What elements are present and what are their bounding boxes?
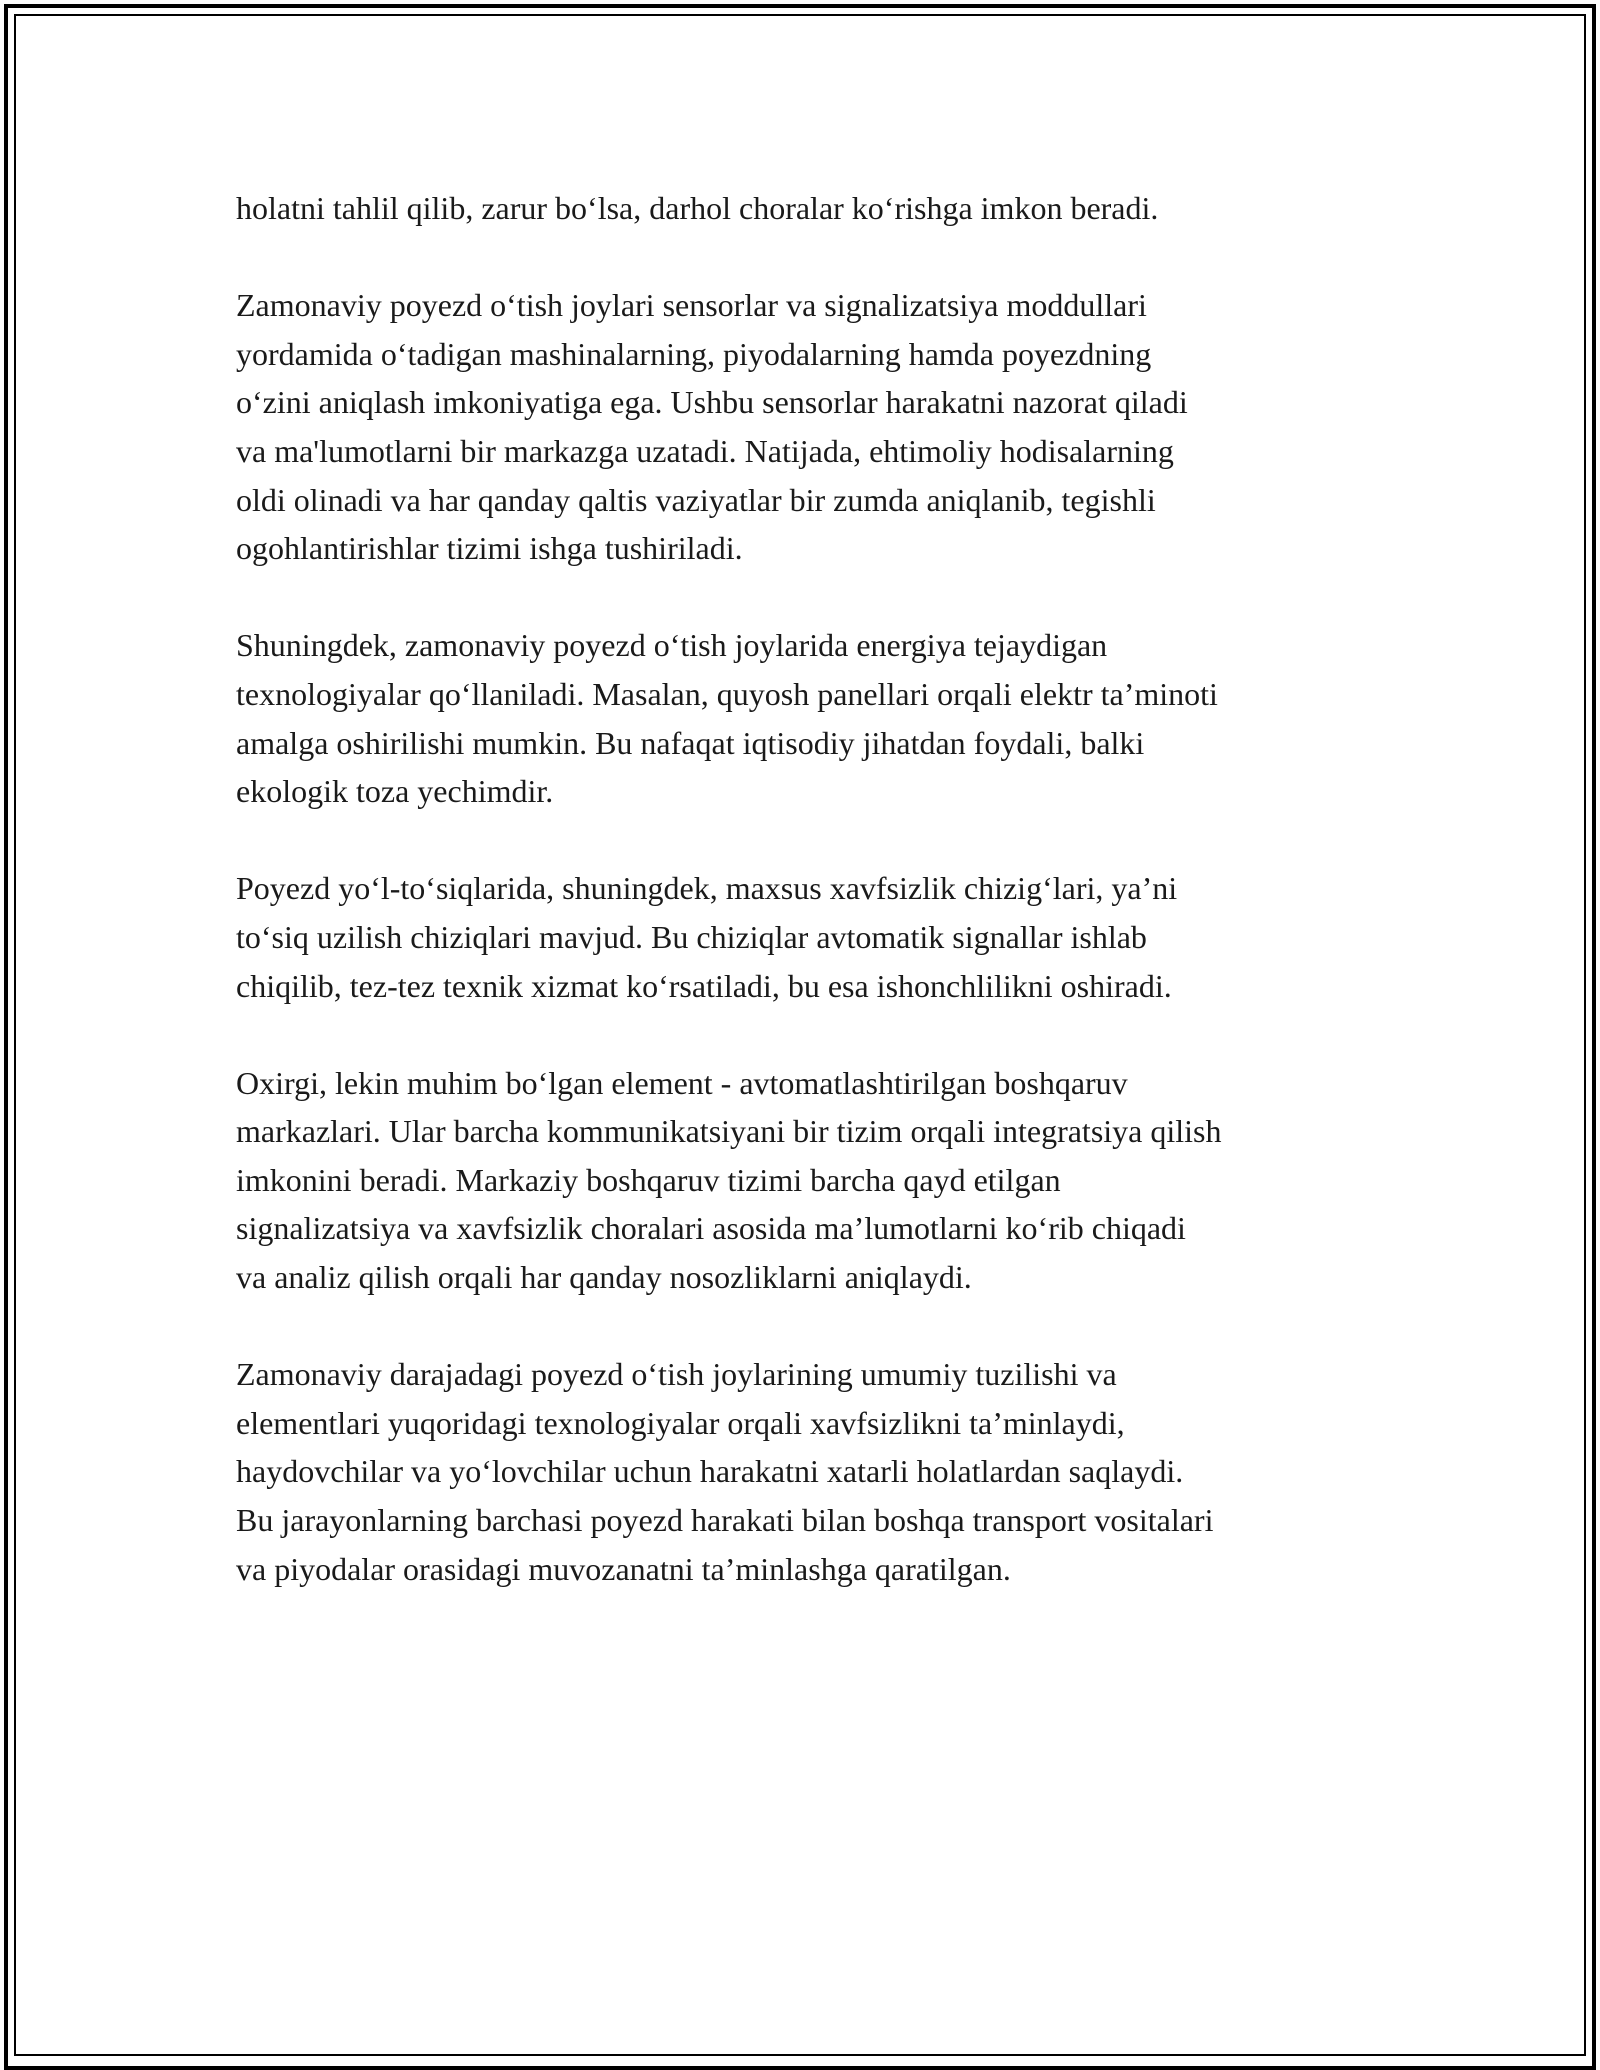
text-line: oldi olinadi va har qanday qaltis vaziyatlar bir zumda aniqlanib, tegishli bbox=[236, 481, 1156, 518]
text-line: Shuningdek, zamonaviy poyezd o‘tish joylarida energiya tejaydigan bbox=[236, 627, 1108, 664]
text-line: Bu jarayonlarning barchasi poyezd harakati bilan boshqa transport vositalari bbox=[236, 1502, 1214, 1539]
text-line: to‘siq uzilish chiziqlari mavjud. Bu chiziqlar avtomatik signallar ishlab bbox=[236, 918, 1147, 955]
text-line: markazlari. Ular barcha kommunikatsiyani bir tizim orqali integratsiya qilish bbox=[236, 1113, 1222, 1150]
text-line: Oxirgi, lekin muhim bo‘lgan element - avtomatlashtirilgan boshqaruv bbox=[236, 1064, 1128, 1101]
text-line: va piyodalar orasidagi muvozanatni ta’minlashga qaratilgan. bbox=[236, 1550, 1011, 1587]
text-line: Zamonaviy darajadagi poyezd o‘tish joylarining umumiy tuzilishi va bbox=[236, 1356, 1117, 1393]
text-line: Zamonaviy poyezd o‘tish joylari sensorlar va signalizatsiya moddullari bbox=[236, 287, 1147, 324]
text-line: elementlari yuqoridagi texnologiyalar orqali xavfsizlikni ta’minlaydi, bbox=[236, 1404, 1125, 1441]
text-line: Poyezd yo‘l-to‘siqlarida, shuningdek, maxsus xavfsizlik chizig‘lari, ya’ni bbox=[236, 870, 1178, 907]
text-line: signalizatsiya va xavfsizlik choralari asosida ma’lumotlarni ko‘rib chiqadi bbox=[236, 1210, 1186, 1247]
text-line: ogohlantirishlar tizimi ishga tushiriladi. bbox=[236, 530, 743, 567]
paragraph bbox=[236, 864, 1386, 1010]
paragraph bbox=[236, 184, 1386, 233]
document-body bbox=[236, 184, 1386, 1642]
text-line: chiqilib, tez-tez texnik xizmat ko‘rsatiladi, bu esa ishonchlilikni oshiradi. bbox=[236, 967, 1172, 1004]
text-line: o‘zini aniqlash imkoniyatiga ega. Ushbu sensorlar harakatni nazorat qiladi bbox=[236, 384, 1188, 421]
text-line: imkonini beradi. Markaziy boshqaruv tizimi barcha qayd etilgan bbox=[236, 1161, 1061, 1198]
text-line: holatni tahlil qilib, zarur bo‘lsa, darhol choralar ko‘rishga imkon beradi. bbox=[236, 190, 1159, 226]
paragraph bbox=[236, 621, 1386, 815]
text-line: texnologiyalar qo‘llaniladi. Masalan, quyosh panellari orqali elektr ta’minoti bbox=[236, 675, 1218, 712]
paragraph bbox=[236, 1059, 1386, 1302]
text-line: yordamida o‘tadigan mashinalarning, piyodalarning hamda poyezdning bbox=[236, 335, 1152, 372]
text-line: haydovchilar va yo‘lovchilar uchun harakatni xatarli holatlardan saqlaydi. bbox=[236, 1453, 1184, 1490]
text-line: va ma'lumotlarni bir markazga uzatadi. Natijada, ehtimoliy hodisalarning bbox=[236, 432, 1174, 469]
text-line: amalga oshirilishi mumkin. Bu nafaqat iqtisodiy jihatdan foydali, balki bbox=[236, 724, 1145, 761]
paragraph bbox=[236, 281, 1386, 573]
text-line: va analiz qilish orqali har qanday nosozliklarni aniqlaydi. bbox=[236, 1259, 972, 1296]
paragraph bbox=[236, 1350, 1386, 1593]
text-line: ekologik toza yechimdir. bbox=[236, 773, 554, 810]
